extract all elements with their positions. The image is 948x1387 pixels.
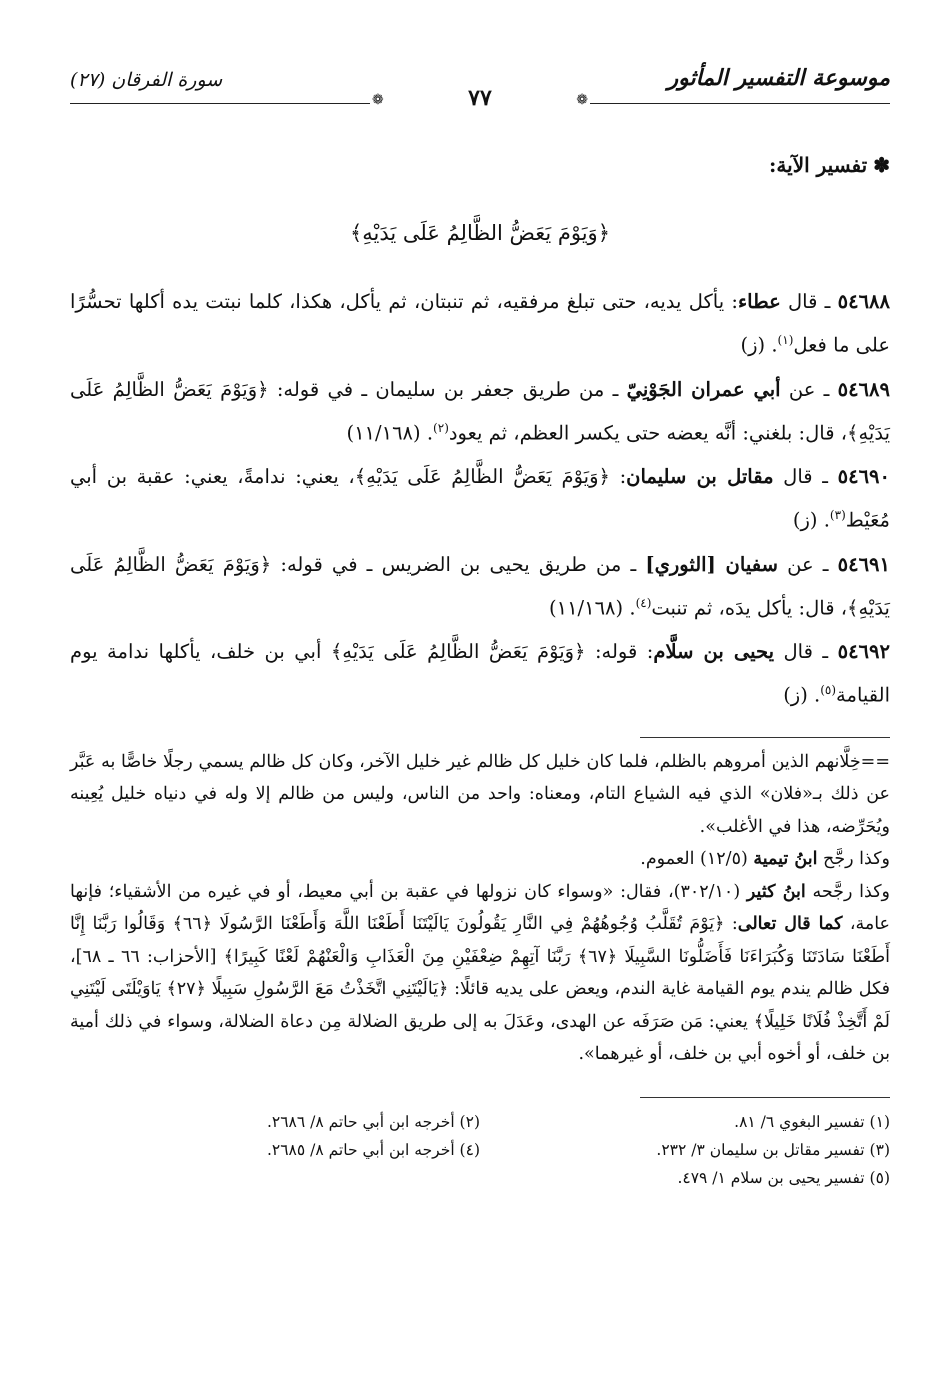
footnote-text: : ﴿يَوْمَ تُقَلَّبُ وُجُوهُهُمْ فِي النَّارِ يَقُولُونَ يَالَيْتَنَا أَطَعْنَا اللَّهَ وَأَطَعْنَا الرَّسُولَا ﴿٦٦﴾ وَقَالُوا رَبَّنَا إِنَّا أَطَعْنَا سَادَتَنَا وَكُبَرَاءَنَا فَأَضَلُّونَا السَّبِيلَا ﴿٦٧﴾ رَبَّنَا آتِهِمْ ضِعْفَيْنِ مِنَ الْعَذَابِ وَالْعَنْهُمْ لَعْنًا كَبِيرًا﴾ [الأحزاب: ٦٦ ـ ٦٨]، فكل ظالم يندم يوم القيامة غاية الندم، ويعض على يديه قائلًا: ﴿يَالَيْتَنِي اتَّخَذْتُ مَعَ الرَّسُولِ سَبِيلًا ﴿٢٧﴾ يَاوَيْلَتَى لَيْتَنِي لَمْ أَتَّخِذْ فُلَانًا خَلِيلًا﴾ يعني: مَن صَرَفَه عن الهدى، وعَدَلَ به إلى طريق الضلالة مِن دعاة الضلالة، وسواء في ذلك أمية بن خلف، أو أخوه أبي بن خلف، أو غيرهما». [70,914,890,1064]
footnote-paragraph [70,876,890,1071]
section-title [70,153,890,177]
entry-intro: ـ عن [780,377,838,401]
ornament-icon: ❁ [576,92,588,108]
entry-source: . (ز) [740,333,778,357]
footnote-continuation [70,746,890,1071]
footnote-marker: (٤) [635,595,652,610]
narration-entry [70,633,890,715]
entry-source: . (١١/١٦٨) [548,596,636,619]
narration-entry [70,458,890,540]
narrator-name: عطاء [737,290,781,313]
footnote-paragraph [70,843,890,876]
entry-source: . (ز) [792,508,830,532]
footnote-text: (١٢/٥) العموم. [640,849,754,869]
surah-title: سورة الفرقان (٢٧) [70,69,223,91]
narrator-name: أبي عمران الجَوْنِيّ [626,377,781,401]
page-header [70,55,890,125]
star-icon: ✽ [873,153,890,177]
footnote-marker: (٣) [829,508,846,522]
entry-number: ٥٤٦٩١ [837,552,891,576]
footnote-marker: (٢) [433,420,449,435]
entry-source: . (١١/١٦٨) [346,421,434,444]
entry-text: : يأكل يديه، حتى تبلغ مرفقيه، ثم تنبتان، ثم يأكل، هكذا، كلما نبتت يده أكلها تحسُّرًا على ما فعل [70,290,890,357]
footnote-text: (٣٠٢/١٠)، فقال: «وسواء كان نزولها في عقبة بن أبي معيط، أو في غيره من الأشقياء؛ فإنها عامة، [70,881,890,934]
footnote-marker: (٥) [820,683,837,697]
entry-text: : قوله: ﴿وَيَوْمَ يَعَضُّ الظَّالِمُ عَلَى يَدَيْهِ﴾ أبي بن خلف، يأكلها ندامة يوم القيامة [70,640,890,707]
narration-entry [70,371,890,453]
reference-item: (٣) تفسير مقاتل بن سليمان ٣/ ٢٣٢. [656,1140,890,1159]
footnote-bold-text: كما قال تعالى [737,914,843,934]
ornament-icon: ❁ [372,92,384,108]
page-number: ٧٧ [468,85,492,111]
entry-number: ٥٤٦٨٨ [837,290,890,313]
entry-intro: ـ قال [780,290,838,313]
narrator-name: يحيى بن سلَّام [653,640,774,663]
reference-item: (٢) أخرجه ابن أبي حاتم ٨/ ٢٦٨٦. [266,1112,480,1131]
footnote-paragraph: ==خِلَّانهم الذين أمروهم بالظلم، فلما كان خليل كل ظالم غير خليل الآخر، وكان كل ظالم يسمي رجلًا خاصًّا به عَبَّر عن ذلك بـ«فلان» الذي فيه الشياع التام، ومعناه: واحد من الناس، وليس من ظالم إلا وله في دنياه خليل يُعِينه ويُحَرِّضه، هذا في الأغلب». [70,751,890,837]
entry-number: ٥٤٦٩٢ [837,640,890,663]
document-page [70,55,890,1192]
book-title: موسوعة التفسير المأثور [667,65,890,91]
section-title-text: تفسير الآية: [769,153,868,177]
reference-item: (٤) أخرجه ابن أبي حاتم ٨/ ٢٦٨٥. [266,1140,480,1159]
footnote-text: وكذا رجَّحه [805,881,890,902]
references-separator [640,1097,890,1098]
narrator-name: سفيان [الثوري] [645,552,778,576]
narration-entry [70,546,890,628]
references-left-column [70,1108,480,1192]
entry-text: : ﴿وَيَوْمَ يَعَضُّ الظَّالِمُ عَلَى يَدَيْهِ﴾، يعني: ندامةً، يعني: عقبة بن أبي مُعَيْط [70,465,890,532]
reference-item: (١) تفسير البغوي ٦/ ٨١. [734,1112,890,1131]
footnote-text: وكذا رجَّح [817,849,890,869]
entry-number: ٥٤٦٩٠ [837,465,890,488]
verse: ﴿وَيَوْمَ يَعَضُّ الظَّالِمُ عَلَى يَدَيْهِ﴾ [349,221,611,245]
entry-text: ـ من طريق يحيى بن الضريس ـ في قوله: ﴿وَيَوْمَ يَعَضُّ الظَّالِمُ عَلَى يَدَيْهِ﴾، قال: يأكل يدَه، ثم تنبت [70,552,890,619]
scholar-name: ابنُ كثير [746,881,806,902]
narration-entry [70,283,890,365]
entry-source: . (ز) [783,683,821,707]
entry-intro: ـ قال [774,640,838,663]
footnote-separator [640,737,890,738]
references [70,1108,890,1192]
references-right-column [480,1108,890,1192]
reference-item: (٥) تفسير يحيى بن سلام ١/ ٤٧٩. [677,1168,890,1187]
scholar-name: ابنُ تيمية [753,849,818,869]
entry-number: ٥٤٦٨٩ [837,377,890,401]
entry-intro: ـ عن [777,552,838,576]
footnote-marker: (١) [777,333,794,347]
entry-text: ـ من طريق جعفر بن سليمان ـ في قوله: ﴿وَيَوْمَ يَعَضُّ الظَّالِمُ عَلَى يَدَيْهِ﴾، قال: بلغني: أنَّه يعضه حتى يكسر العظم، ثم يعود [70,377,890,444]
entry-intro: ـ قال [773,465,838,488]
narrator-name: مقاتل بن سليمان [626,465,774,488]
